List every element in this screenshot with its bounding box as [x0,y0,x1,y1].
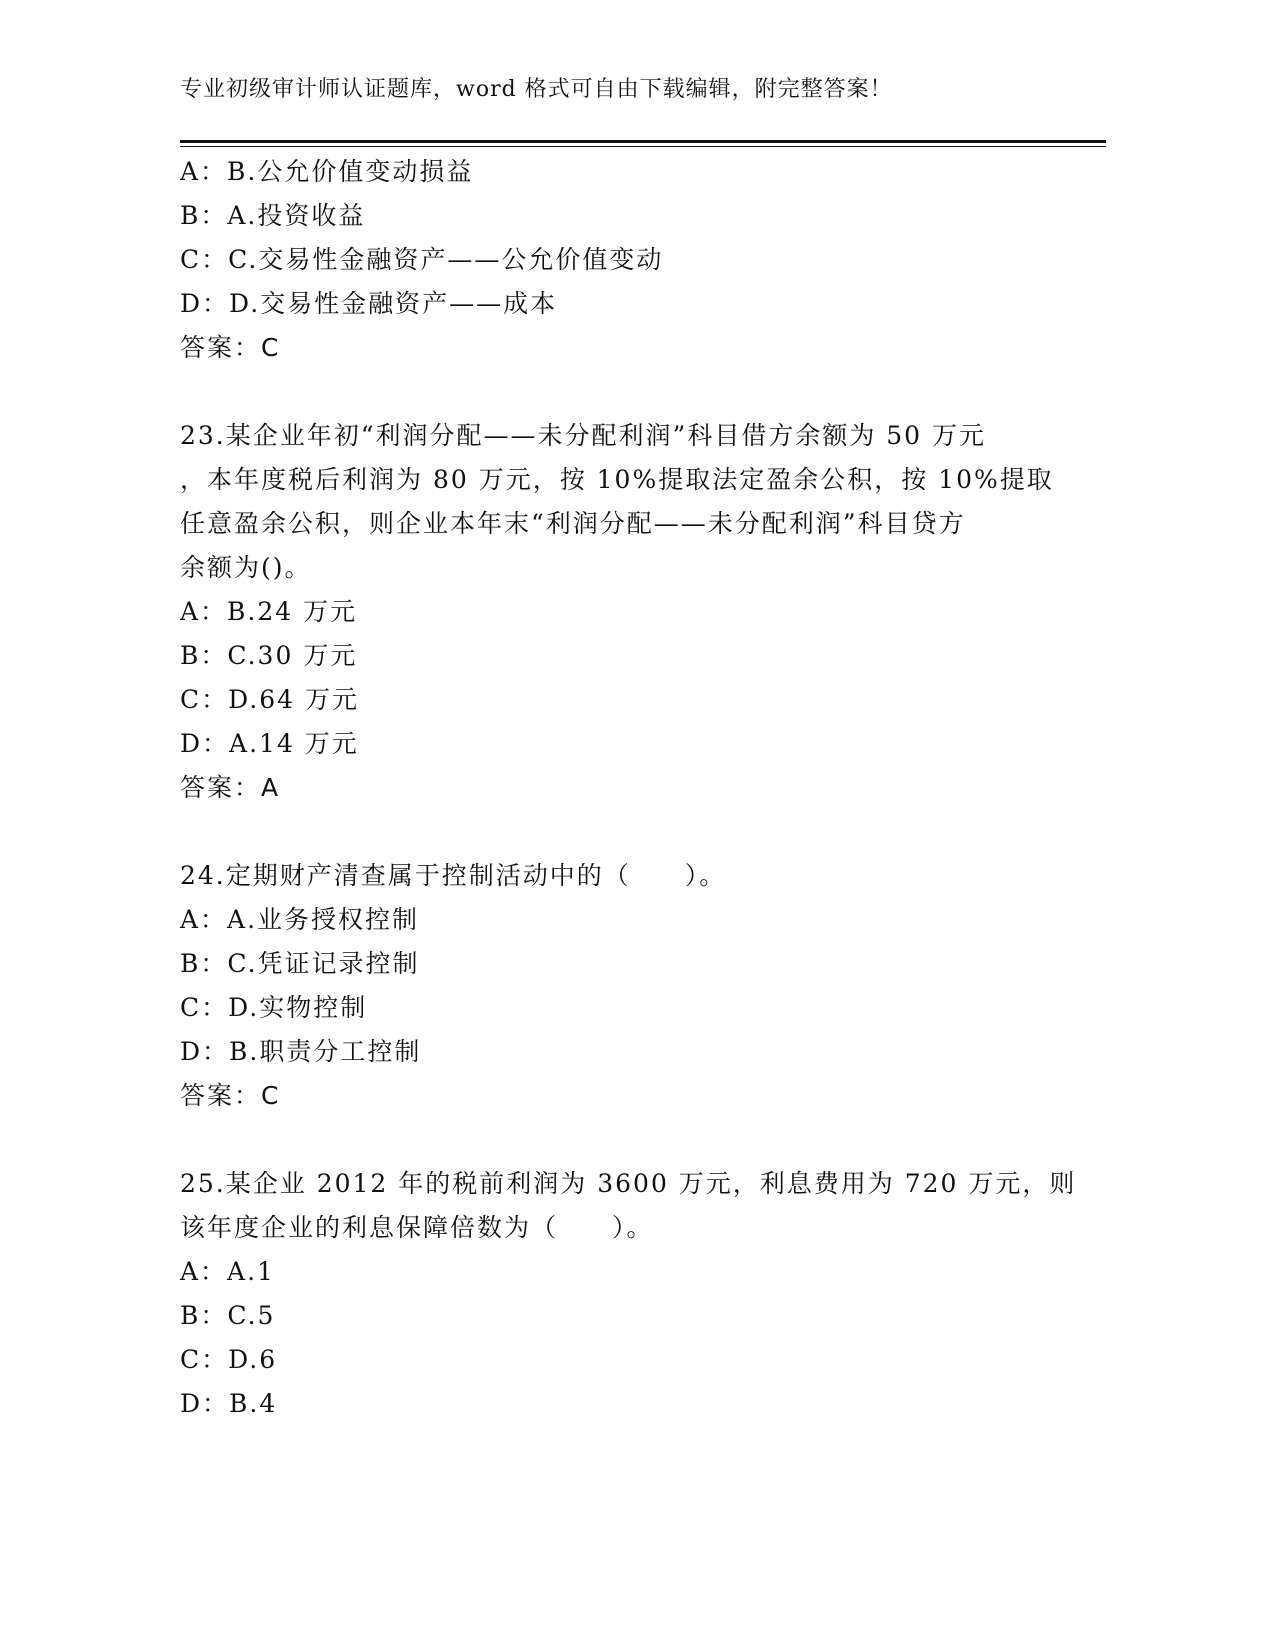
option-a: A：B.24 万元 [180,597,358,626]
question-text-line: 23.某企业年初“利润分配——未分配利润”科目借方余额为 50 万元 [180,421,987,450]
option-b: B：C.30 万元 [180,641,358,670]
option-d: D：D.交易性金融资产——成本 [180,289,558,318]
question-22 [180,150,1110,370]
question-24 [180,854,1110,1118]
option-d: D：B.职责分工控制 [180,1037,422,1066]
question-text-line: 该年度企业的利息保障倍数为（ ）。 [180,1213,654,1242]
answer-line [180,326,1110,370]
document-page [180,0,1110,1650]
answer-label: 答案： [180,773,262,802]
question-text-line: ，本年度税后利润为 80 万元，按 10%提取法定盈余公积，按 10%提取 [180,465,1054,494]
answer-label: 答案： [180,1081,262,1110]
option-c: C：D.6 [180,1345,278,1374]
question-text-line: 25.某企业 2012 年的税前利润为 3600 万元，利息费用为 720 万元，则 [180,1169,1077,1198]
option-b: B：C.凭证记录控制 [180,949,420,978]
answer-value: A [261,773,281,802]
option-c: C：D.64 万元 [180,685,359,714]
option-b: B：C.5 [180,1301,276,1330]
option-c: C：C.交易性金融资产——公允价值变动 [180,245,664,274]
answer-value: C [261,333,281,362]
question-25 [180,1162,1110,1426]
option-d: D：A.14 万元 [180,729,359,758]
question-text-line: 24.定期财产清查属于控制活动中的（ ）。 [180,861,727,890]
answer-label: 答案： [180,333,262,362]
option-a: A：A.业务授权控制 [180,905,420,934]
option-b: B：A.投资收益 [180,201,366,230]
page-header: 专业初级审计师认证题库，word 格式可自由下载编辑，附完整答案！ [180,77,893,102]
option-a: A：A.1 [180,1257,275,1286]
header-rule-thick [180,140,1106,143]
question-text-line: 任意盈余公积，则企业本年末“利润分配——未分配利润”科目贷方 [180,509,966,538]
header-rule-thin [180,146,1106,147]
option-c: C：D.实物控制 [180,993,368,1022]
answer-value: C [261,1081,281,1110]
answer-line [180,766,1110,810]
answer-line [180,1074,1110,1118]
question-text-line: 余额为()。 [180,553,312,582]
question-content [180,150,1110,1426]
option-a: A：B.公允价值变动损益 [180,157,474,186]
option-d: D：B.4 [180,1389,278,1418]
question-23 [180,414,1110,810]
